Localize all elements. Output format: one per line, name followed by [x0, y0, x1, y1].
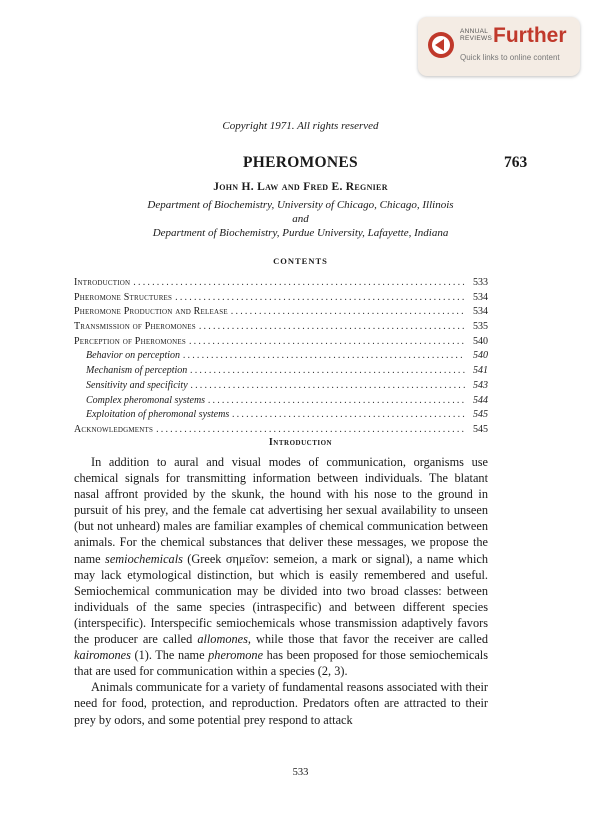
paragraph-1: In addition to aural and visual modes of communication, organisms use chemical signals for transmitting information between individuals. The blatant nasal affront provided by the skunk, the hound with his nose to the ground in pursuit of his prey, and the female cat advertising her sexual availability to unseen (but not unheard) males are familiar examples of chemical communication between animals. For the chemical substances that deliver these messages, we propose the name semiochemicals (Greek σημεῖον: semeion, a mark or signal), a name which may lack etymological distinction, but which is easily remembered and useful. Semiochemical communication may be divided into two broad classes: between individuals of the same species (intraspecific) and between different species (interspecific). Interspecific semiochemicals whose transmission adaptively favors the producer are called allomones, while those that favor the receiver are called kairomones (1). The name pheromone has been proposed for those semiochemicals that are used for communication within a species (2, 3).: [74, 455, 489, 679]
term-kairomones: kairomones: [74, 648, 131, 663]
body-text: [74, 454, 488, 728]
further-badge[interactable]: [418, 17, 580, 76]
toc-item-exploitation[interactable]: Exploitation of pheromonal systems ..... 545: [74, 408, 488, 423]
authors: John H. Law and Fred E. Regnier: [213, 181, 388, 193]
play-arrow-icon: [426, 30, 456, 60]
toc-item-transmission[interactable]: Transmission of Pheromones ..... 535: [74, 320, 488, 335]
toc-item-pheromone-structures[interactable]: Pheromone Structures ..... 534: [74, 291, 488, 306]
article-title: PHEROMONES: [243, 154, 358, 171]
section-heading-introduction: Introduction: [268, 437, 333, 448]
copyright-notice: Copyright 1971. All rights reserved: [222, 120, 379, 132]
further-subtitle: Quick links to online content: [460, 53, 560, 62]
affiliation-and: and: [292, 213, 309, 225]
table-of-contents: [74, 276, 488, 438]
contents-heading: CONTENTS: [273, 256, 328, 266]
toc-item-perception[interactable]: Perception of Pheromones ..... 540: [74, 335, 488, 350]
toc-item-mechanism[interactable]: Mechanism of perception ..... 541: [74, 364, 488, 379]
paragraph-2: Animals communicate for a variety of fundamental reasons associated with their need for food, protection, and reproduction. Predators often are attracted to their prey by odors, and some potential prey respond to attack: [74, 680, 488, 727]
page-number-bottom: 533: [292, 767, 309, 778]
toc-item-complex-systems[interactable]: Complex pheromonal systems ..... 544: [74, 394, 488, 409]
further-title: Further: [493, 24, 567, 47]
page-number-top: 763: [504, 154, 528, 171]
term-pheromone: pheromone: [208, 648, 264, 663]
toc-item-behavior[interactable]: Behavior on perception ..... 540: [74, 349, 488, 364]
term-allomones: allomones,: [197, 632, 251, 647]
toc-item-sensitivity[interactable]: Sensitivity and specificity ..... 543: [74, 379, 488, 394]
annual-reviews-logo: ANNUAL REVIEWS: [460, 28, 493, 42]
toc-item-production-release[interactable]: Pheromone Production and Release ..... 534: [74, 305, 488, 320]
affiliation-purdue: Department of Biochemistry, Purdue University, Lafayette, Indiana: [152, 227, 449, 239]
affiliation-chicago: Department of Biochemistry, University of Chicago, Chicago, Illinois: [147, 199, 454, 211]
term-semiochemicals: semiochemicals: [105, 551, 183, 566]
toc-item-introduction[interactable]: Introduction ..... 533: [74, 276, 488, 291]
toc-item-acknowledgments[interactable]: Acknowledgments ..... 545: [74, 423, 488, 438]
